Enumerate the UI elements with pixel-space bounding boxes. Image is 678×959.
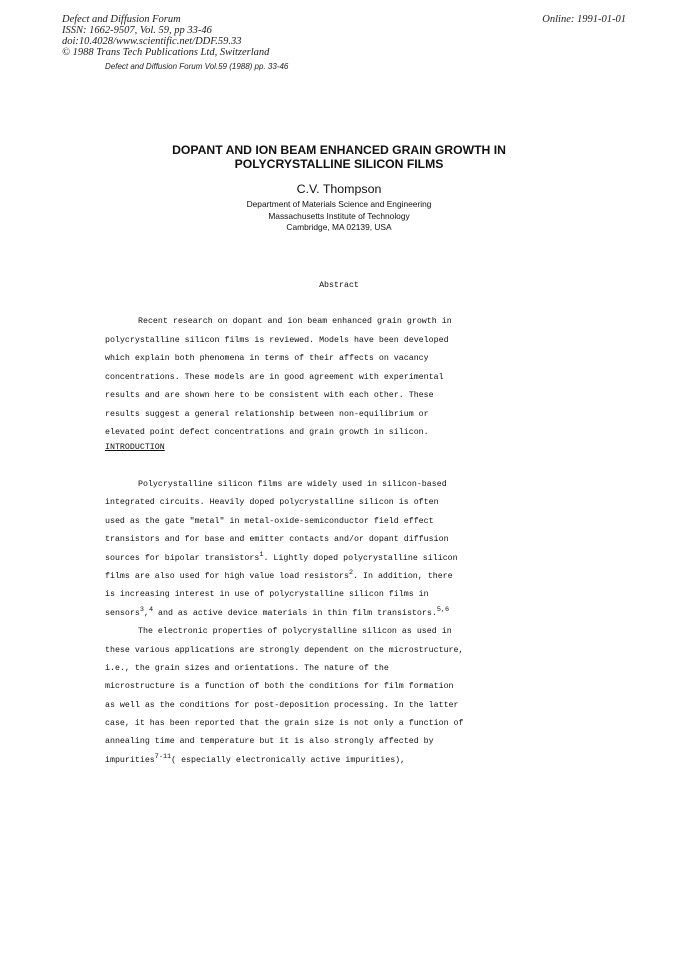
body-line: i.e., the grain sizes and orientations. The nature of the bbox=[105, 663, 389, 673]
body-line: microstructure is a function of both the conditions for film formation bbox=[105, 682, 454, 692]
title-line-2: POLYCRYSTALLINE SILICON FILMS bbox=[234, 157, 444, 171]
body-line: these various applications are strongly dependent on the microstructure, bbox=[105, 645, 464, 655]
body-text: films are also used for high value load resistors bbox=[105, 571, 349, 581]
citation-superscript: 4 bbox=[148, 605, 154, 614]
body-line bbox=[105, 605, 463, 623]
abstract-line: Recent research on dopant and ion beam enhanced grain growth in bbox=[138, 317, 452, 326]
journal-header bbox=[62, 14, 269, 58]
body-line bbox=[105, 550, 463, 568]
body-line bbox=[105, 752, 463, 770]
affiliation bbox=[80, 199, 598, 234]
body-text: . Lightly doped polycrystalline silicon bbox=[263, 553, 458, 563]
body-text: . In addition, there bbox=[353, 571, 453, 581]
abstract-line: concentrations. These models are in good agreement with experimental bbox=[105, 372, 444, 382]
abstract-line: polycrystalline silicon films is reviewed. Models have been developed bbox=[105, 335, 449, 345]
affiliation-department: Department of Materials Science and Engineering bbox=[246, 199, 432, 209]
online-date: Online: 1991-01-01 bbox=[542, 14, 626, 25]
body-line: annealing time and temperature but it is also strongly affected by bbox=[105, 737, 434, 747]
body-line: The electronic properties of polycrystalline silicon as used in bbox=[138, 627, 452, 637]
body-line: used as the gate "metal" in metal-oxide-semiconductor field effect bbox=[105, 516, 434, 526]
body-line: case, it has been reported that the grain size is not only a function of bbox=[105, 719, 464, 729]
doi-line: doi:10.4028/www.scientific.net/DDF.59.33 bbox=[62, 36, 242, 47]
copyright-line: © 1988 Trans Tech Publications Ltd, Switzerland bbox=[62, 47, 270, 58]
abstract-line: results and are shown here to be consistent with each other. These bbox=[105, 391, 434, 400]
citation-superscript: 7-11 bbox=[154, 752, 172, 761]
body-line: is increasing interest in use of polycrystalline silicon films in bbox=[105, 590, 429, 600]
body-line: integrated circuits. Heavily doped polycrystalline silicon is often bbox=[105, 498, 439, 508]
abstract-line: results suggest a general relationship between non-equilibrium or bbox=[105, 409, 429, 419]
body-line: as well as the conditions for post-deposition processing. In the latter bbox=[105, 700, 459, 710]
running-head: Defect and Diffusion Forum Vol.59 (1988) pp. 33-46 bbox=[105, 62, 289, 71]
body-text: and as active device materials in thin film transistors. bbox=[153, 608, 437, 618]
body-text: , bbox=[143, 608, 149, 618]
citation-superscript: 1 bbox=[259, 550, 264, 559]
citation-superscript: 5,6 bbox=[436, 605, 450, 614]
issn-line: ISSN: 1662-9507, Vol. 59, pp 33-46 bbox=[62, 25, 212, 36]
body-text: ( especially electronically active impurities), bbox=[171, 755, 406, 765]
abstract-line: elevated point defect concentrations and grain growth in silicon. bbox=[105, 428, 429, 437]
body-line: transistors and for base and emitter contacts and/or dopant diffusion bbox=[105, 535, 449, 545]
affiliation-institution: Massachusetts Institute of Technology bbox=[268, 210, 410, 221]
body-text: sources for bipolar transistors bbox=[105, 553, 260, 563]
abstract-heading: Abstract bbox=[319, 281, 359, 290]
journal-name: Defect and Diffusion Forum bbox=[62, 14, 181, 25]
body-line: Polycrystalline silicon films are widely used in silicon-based bbox=[138, 480, 447, 489]
affiliation-address: Cambridge, MA 02139, USA bbox=[286, 222, 392, 232]
body-line bbox=[105, 568, 463, 586]
title-line-1: DOPANT AND ION BEAM ENHANCED GRAIN GROWTH IN bbox=[172, 143, 506, 157]
citation-superscript: 3 bbox=[139, 605, 144, 614]
author-name: C.V. Thompson bbox=[296, 182, 382, 196]
paper-title bbox=[80, 143, 598, 171]
abstract-line: which explain both phenomena in terms of their affects on vacancy bbox=[105, 354, 429, 363]
introduction-body bbox=[105, 476, 463, 770]
abstract-body bbox=[105, 313, 452, 443]
introduction-heading: INTRODUCTION bbox=[105, 443, 165, 452]
body-text: sensors bbox=[105, 608, 140, 618]
citation-superscript: 2 bbox=[348, 568, 354, 577]
body-text: impurities bbox=[105, 755, 155, 765]
